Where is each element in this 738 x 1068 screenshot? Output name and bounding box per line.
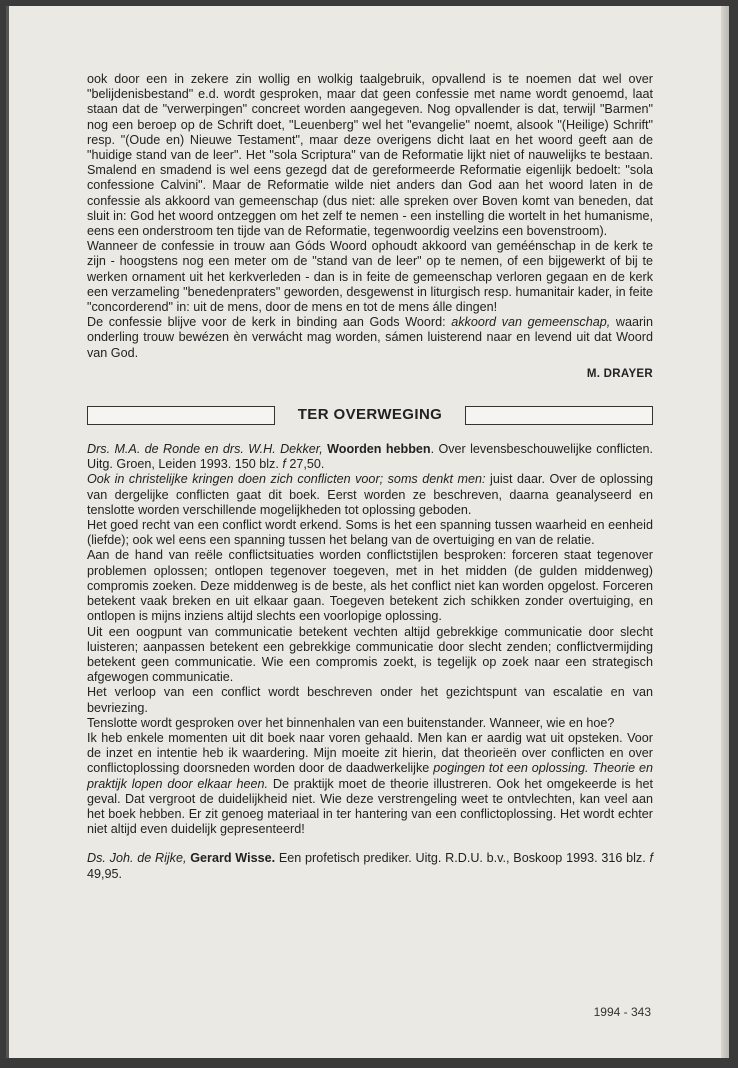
section-header: [87, 404, 653, 426]
article-paragraph: [87, 315, 653, 361]
text-run: Uit een oogpunt van communicatie betekent vechten altijd gebrekkige communicatie door slecht luisteren; aanpassen betekent een gebrekkige communicatie door slecht zenden; conflictvermijding betekent geen communicatie. Wie een compromis zoekt, is tegelijk op zoek naar een strategisch afgewogen communicatie.: [87, 624, 653, 685]
italic-text: akkoord van gemeenschap,: [451, 315, 611, 330]
review-paragraph: [87, 716, 653, 731]
review-paragraph: [87, 442, 653, 472]
review: [87, 851, 653, 881]
text-run: Tenslotte wordt gesproken over het binnenhalen van een buitenstander. Wanneer, wie en hoe?: [87, 715, 615, 730]
review-separator: [87, 837, 653, 851]
review-paragraph: [87, 548, 653, 624]
book-reviews: [87, 442, 653, 882]
page-number: 1994 - 343: [593, 1005, 651, 1019]
text-run: De confessie blijve voor de kerk in binding aan Gods Woord:: [87, 315, 452, 330]
text-run: Aan de hand van reële conflictsituaties worden conflictstijlen besproken: forceren staat tegenover problemen oplossen; ontlopen tegenover toegeven, met in het midden (de gulden middenweg) compromis zoeken. Deze middenweg is de beste, als het conflict niet kan worden opgelost. Forceren betekent vaak breken en uit elkaar gaan. Toegeven betekent zich schikken zonder overtuiging, en ontlopen is mijns inziens altijd slechts een voorlopige oplossing.: [87, 548, 653, 624]
text-run: ook door een in zekere zin wollig en wolkig taalgebruik, opvallend is te noemen dat wel over "belijdenisbestand" e.d. wordt gesproken, maar dat geen confessie met name wordt genoemd, laat staan dat de "verwerpingen" concreet worden aangegeven. Nog opvallender is dat, terwijl "Barmen" nog een beroep op de Schrift doet, "Leuenberg" wel het "evangelie" noemt, alsook "(Heilige) Schrift" resp. "(Oude en) Nieuwe Testament", maar deze overigens dicht laat en het woord geeft aan de "huidige stand van de leer". Het "sola Scriptura" van de Reformatie lijkt niet of nauwelijks te bestaan. Smalend en smadend is wel eens gezegd dat de gereformeerde Reformatie eigenlijk bedoelt: "sola confessione Calvini". Maar de Reformatie wilde niet anders dan God aan het woord laten in de confessie als akkoord van gemeenschap (dus niet: alle spreken over Boven komt van beneden, dat sluit in: God het woord ontzeggen om het zelf te nemen - een instelling die wortelt in het humanisme, eens een onderstroom ten tijde van de Reformatie, tegenwoordig veelzins een bovenstroom).: [87, 72, 653, 239]
article-paragraph: [87, 72, 653, 239]
italic-text: f: [282, 457, 286, 472]
italic-text: f: [649, 851, 653, 866]
page-content: [87, 72, 653, 882]
text-run: 27,50.: [285, 457, 325, 472]
text-run: waarin onderling trouw bewézen èn verwácht mag worden, sámen luisterend naar en levend uit dat Woord van God.: [87, 315, 653, 360]
review: [87, 442, 653, 837]
article-continuation: [87, 72, 653, 361]
italic-text: Drs. M.A. de Ronde en drs. W.H. Dekker,: [87, 442, 323, 457]
review-paragraph: [87, 472, 653, 518]
text-run: juist daar. Over de oplossing van dergelijke conflicten gaat dit boek. Eerst worden ze beschreven, daarna geanalyseerd en tenslotte worden verschillende mogelijkheden tot oplossing geboden.: [87, 472, 653, 517]
italic-text: pogingen tot een oplossing. Theorie en praktijk lopen door elkaar heen.: [87, 761, 653, 791]
italic-text: Ds. Joh. de Rijke,: [87, 851, 187, 866]
book-title: Woorden hebben: [327, 442, 431, 457]
text-run: Ik heb enkele momenten uit dit boek naar voren gehaald. Men kan er aardig wat uit opsteken. Voor de inzet en intentie heb ik waardering. Mijn moeite zit hierin, dat theorieën over conflicten en over conflictoplossing doorsneden worden door de daadwerkelijke: [87, 730, 653, 776]
page-edge-shadow: [721, 6, 729, 1058]
review-paragraph: [87, 518, 653, 548]
text-run: . Over levensbeschouwelijke conflicten. Uitg. Groen, Leiden 1993. 150 blz.: [87, 442, 653, 472]
text-run: Een profetisch prediker. Uitg. R.D.U. b.v., Boskoop 1993. 316 blz.: [275, 851, 650, 866]
header-rule-left: [87, 406, 275, 425]
text-run: Wanneer de confessie in trouw aan Góds Woord ophoudt akkoord van geméénschap in de kerk te zijn - hoogstens nog een meter om de "stand van de leer" op te nemen, of een bijgewerkt of bij te werken ornament uit het kerkverleden - dan is in feite de gemeenschap verloren gegaan en de kerk een verzameling "benedenpraters" geworden, desgewenst in liturgisch resp. humanitair kader, in feite "concorderend" in: uit de mens, door de mens en tot de mens álle dingen!: [87, 239, 653, 315]
review-paragraph: [87, 685, 653, 715]
text-run: Het goed recht van een conflict wordt erkend. Soms is het een spanning tussen waarheid en eenheid (liefde); ook wel eens een spanning tussen het belang van de overtuiging en van de relatie.: [87, 518, 653, 548]
italic-text: Ook in christelijke kringen doen zich conflicten voor; soms denkt men:: [87, 472, 486, 487]
review-paragraph: [87, 731, 653, 837]
text-run: De praktijk moet de theorie illustreren. Ook het omgekeerde is het geval. Dat vergroot de duidelijkheid niet. Wie deze verstrengeling weet te ontvlechten, kan veel aan het boek hebben. Er zit genoeg materiaal in ter hantering van een conflictoplossing. Het wordt echter niet altijd even duidelijk gepresenteerd!: [87, 776, 653, 837]
text-run: 49,95.: [87, 866, 123, 881]
review-paragraph: [87, 851, 653, 881]
scanned-page: [6, 6, 729, 1058]
section-title: TER OVERWEGING: [297, 406, 443, 424]
author-signature: M. DRAYER: [586, 367, 653, 380]
review-paragraph: [87, 625, 653, 686]
text-run: Het verloop van een conflict wordt beschreven onder het gezichtspunt van escalatie en van bevriezing.: [87, 685, 653, 715]
book-title: Gerard Wisse.: [190, 851, 276, 866]
article-paragraph: [87, 239, 653, 315]
header-rule-right: [465, 406, 653, 425]
